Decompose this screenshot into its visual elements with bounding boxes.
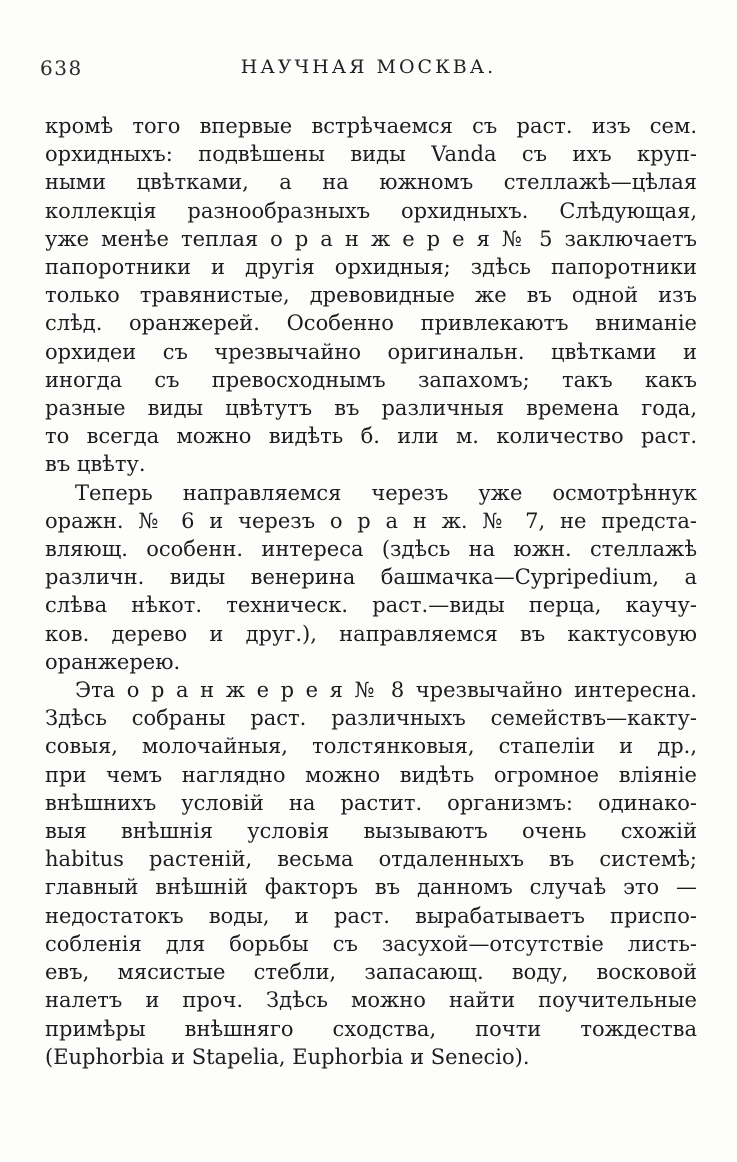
text-line: кромѣ того впервые встрѣчаемся съ раст. изъ сем. [45,114,697,138]
text-line: только травянистые, древовидные же въ одной изъ [45,283,697,308]
paragraph [45,676,697,1071]
text-line: евъ, мясистые стебли, запасающ. воду, восковой [45,960,697,985]
text-line: оранжерею. [45,649,181,674]
text-line: орхидеи съ чрезвычайно оригинальн. цвѣтками и [45,339,697,364]
text-line: примѣры внѣшняго сходства, почти тождества [45,1016,697,1041]
text-line: въ цвѣту. [45,452,146,477]
text-line: коллекція разнообразныхъ орхидныхъ. Слѣдующая, [45,198,697,223]
text-line: выя внѣшнія условія вызываютъ очень схожій [45,819,697,844]
text-line: Теперь направляемся черезъ уже осмотрѣннук [75,480,697,505]
text-line: (Euphorbia и Stapelia, Euphorbia и Senecio). [45,1044,530,1069]
text-line: слѣва нѣкот. техническ. раст.—виды перца, каучу- [45,593,697,618]
text-line: оражн. № 6 и черезъ о р а н ж. № 7, не предста- [45,508,697,533]
text-line: орхидныхъ: подвѣшены виды Vanda съ ихъ круп- [45,142,697,167]
text-line: Здѣсь собраны раст. различныхъ семействъ—какту- [45,706,697,731]
text-line: habitus растеній, весьма отдаленныхъ въ системѣ; [45,847,697,872]
page-text [45,112,697,1071]
text-line: разные виды цвѣтутъ въ различныя времена года, [45,396,697,421]
text-line: папоротники и другія орхидныя; здѣсь папоротники [45,255,697,280]
text-line: Эта о р а н ж е р е я № 8 чрезвычайно интересна. [75,678,697,703]
text-line: собленія для борьбы съ засухой—отсутствіе листь- [45,931,697,956]
text-line: иногда съ превосходнымъ запахомъ; такъ какъ [45,367,697,392]
text-line: ными цвѣтками, а на южномъ стеллажѣ—цѣлая [45,170,697,195]
text-line: вляющ. особенн. интереса (здѣсь на южн. стеллажѣ [45,537,697,562]
text-line: при чемъ наглядно можно видѣть огромное вліяніе [45,762,697,787]
text-line: совыя, молочайныя, толстянковыя, стапеліи и др., [45,734,697,759]
text-line: недостатокъ воды, и раст. вырабатываетъ приспо- [45,903,697,928]
text-line: главный внѣшній факторъ въ данномъ случаѣ это — [45,875,697,900]
text-line: налетъ и проч. Здѣсь можно найти поучительные [45,988,697,1013]
text-line: различн. виды венерина башмачка—Cypripedium, а [45,565,697,590]
running-title: НАУЧНАЯ МОСКВА. [240,56,497,78]
text-line: ков. дерево и друг.), направляемся въ кактусовую [45,621,697,646]
page-number: 638 [40,56,83,80]
text-line: слѣд. оранжерей. Особенно привлекаютъ вниманіе [45,311,697,336]
text-line: то всегда можно видѣть б. или м. количество раст. [45,424,697,449]
text-line: внѣшнихъ условій на растит. организмъ: одинако- [45,790,697,815]
text-line: уже менѣе теплая о р а н ж е р е я № 5 заключаетъ [45,226,697,251]
paragraph [45,112,697,479]
paragraph [45,479,697,676]
